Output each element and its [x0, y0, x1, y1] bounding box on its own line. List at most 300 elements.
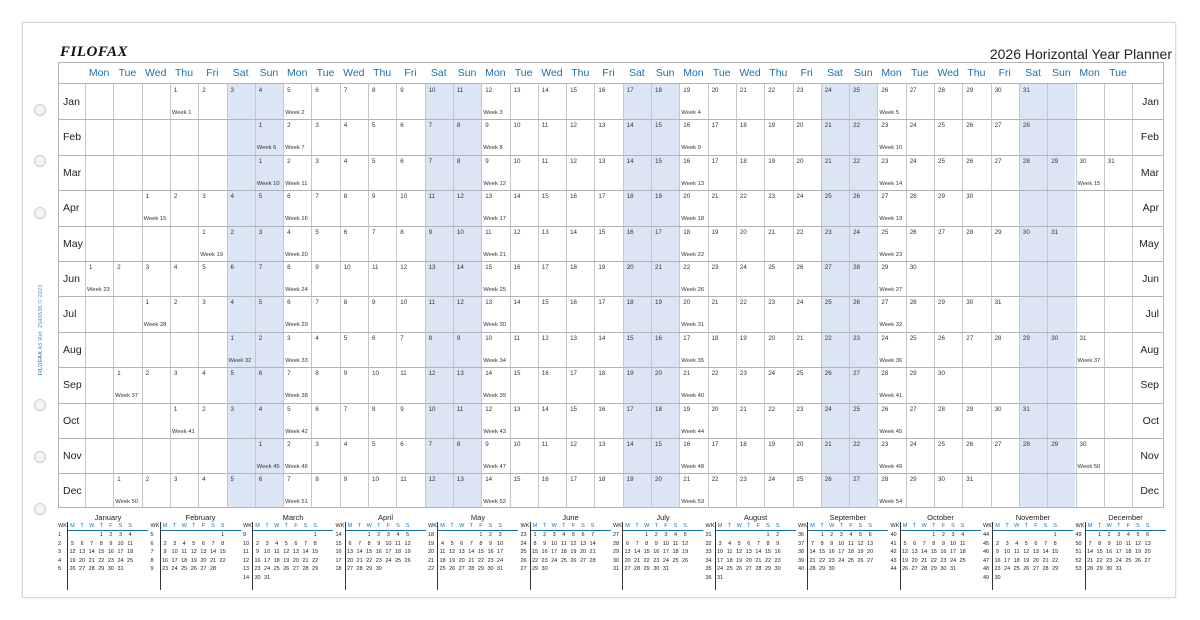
day-number: 6 [315, 405, 319, 413]
mini-day-number: 9 [163, 549, 167, 556]
day-number: 29 [938, 299, 945, 307]
mini-day-letter: T [1024, 523, 1028, 529]
mini-day-number: 24 [497, 557, 504, 564]
week-label: Week 10 [879, 145, 903, 152]
mini-day-number: 25 [726, 566, 733, 573]
mini-day-letter: T [747, 523, 751, 529]
day-number: 28 [853, 264, 860, 271]
mini-day-number: 14 [1086, 549, 1094, 556]
mini-day-letter: T [932, 523, 936, 529]
mini-day-number: 14 [88, 549, 95, 556]
mini-day-number: 26 [404, 557, 411, 564]
day-number: 26 [796, 264, 804, 271]
mini-header-underline [1086, 530, 1166, 531]
mini-day-number: 23 [487, 557, 494, 564]
mini-day-number: 29 [930, 566, 937, 573]
mini-day-number: 26 [283, 566, 290, 573]
day-number: 13 [485, 193, 493, 201]
mini-day-number: 23 [161, 566, 169, 573]
mini-day-number: 16 [828, 549, 835, 556]
mini-day-letter: S [405, 523, 410, 529]
weekday-header: Thu [571, 67, 590, 79]
week-label: Week 8 [483, 145, 503, 152]
mini-day-number: 3 [718, 540, 722, 547]
mini-day-number: 4 [396, 532, 400, 538]
day-number: 22 [853, 157, 860, 165]
mini-day-number: 1 [645, 532, 649, 538]
day-number: 29 [966, 87, 974, 94]
mini-week-number: 30 [613, 557, 620, 564]
mini-day-number: 26 [1134, 557, 1142, 564]
mini-day-number: 29 [764, 566, 772, 573]
day-number: 22 [853, 122, 860, 130]
day-number: 24 [768, 476, 776, 484]
mini-day-number: 16 [774, 549, 781, 556]
mini-week-number: 18 [428, 532, 435, 538]
mini-day-number: 24 [171, 566, 178, 573]
day-number: 14 [541, 87, 549, 94]
mini-day-number: 13 [579, 540, 587, 547]
day-number: 16 [683, 122, 691, 130]
weekday-header: Thu [174, 67, 194, 79]
mini-day-letter: F [1126, 523, 1131, 529]
day-number: 28 [994, 334, 1002, 342]
week-label: Week 22 [681, 251, 705, 258]
day-number: 11 [400, 370, 407, 378]
mini-day-number: 9 [995, 549, 1000, 556]
week-label: Week 53 [681, 499, 705, 506]
mini-day-number: 20 [1032, 557, 1039, 564]
mini-day-letter: T [635, 523, 639, 529]
weekday-header: Wed [541, 67, 563, 79]
mini-day-number: 15 [312, 549, 319, 556]
day-number: 14 [456, 264, 464, 271]
week-label: Week 29 [285, 322, 308, 329]
month-label-right: May [1139, 237, 1159, 250]
day-number: 15 [541, 193, 549, 201]
week-label: Week 34 [483, 357, 506, 364]
mini-header-underline [161, 530, 241, 531]
mini-day-letter: S [766, 523, 770, 529]
mini-day-number: 24 [1004, 566, 1011, 573]
month-row-divider [59, 438, 1163, 439]
mini-week-number: 9 [150, 566, 154, 573]
mini-day-letter: T [99, 523, 103, 529]
mini-day-number: 18 [959, 549, 966, 556]
day-number: 27 [824, 264, 832, 271]
mini-day-number: 18 [394, 549, 402, 556]
mini-day-letter: T [377, 523, 381, 529]
day-number: 25 [938, 441, 945, 448]
day-number: 13 [456, 370, 464, 378]
mini-day-letter: W [1014, 523, 1020, 529]
day-number: 15 [655, 122, 662, 130]
day-number: 2 [117, 264, 121, 271]
mini-wk-header: WK [520, 523, 530, 529]
mini-day-number: 13 [911, 549, 918, 556]
mini-day-number: 12 [857, 540, 864, 547]
mini-week-number: 47 [983, 557, 990, 564]
day-number: 16 [570, 299, 577, 307]
mini-day-number: 23 [541, 557, 548, 564]
week-label: Week 10 [256, 180, 280, 187]
week-label: Week 49 [879, 464, 903, 470]
mini-day-number: 4 [440, 540, 445, 547]
mini-calendar [58, 512, 148, 592]
mini-day-letter: S [220, 523, 225, 529]
week-label: Week 19 [200, 251, 223, 258]
day-number: 23 [881, 441, 889, 448]
mini-day-number: 25 [127, 557, 134, 564]
mini-calendar [706, 512, 796, 592]
day-number: 7 [372, 228, 376, 236]
month-row-divider [59, 119, 1163, 120]
weekday-header: Tue [1109, 67, 1127, 79]
mini-day-letter: S [128, 523, 132, 529]
day-number: 11 [541, 122, 549, 130]
mini-day-number: 9 [941, 540, 945, 547]
mini-week-number: 48 [983, 566, 990, 573]
mini-day-number: 1 [533, 532, 537, 538]
mini-day-number: 4 [182, 540, 186, 547]
mini-week-number: 21 [428, 557, 435, 564]
week-label: Week 52 [483, 499, 506, 506]
day-number: 21 [824, 157, 832, 165]
mini-week-number: 3 [58, 549, 62, 556]
mini-week-number: 49 [1075, 532, 1082, 538]
mini-day-number: 7 [591, 532, 595, 538]
day-number: 5 [287, 87, 291, 94]
weekday-header: Wed [145, 67, 167, 79]
mini-week-number: 14 [335, 532, 342, 538]
mini-week-number: 45 [983, 540, 990, 547]
mini-day-number: 29 [1096, 566, 1103, 573]
mini-day-letter: S [396, 523, 400, 529]
mini-month-title: September [829, 513, 867, 522]
month-label-right: Apr [1142, 202, 1159, 215]
day-number: 6 [258, 476, 263, 484]
day-number: 13 [485, 299, 493, 307]
side-reference: A5 Ref. 2548536 © 2023 [38, 284, 44, 350]
day-number: 1 [145, 299, 150, 307]
week-label: Week 36 [879, 357, 903, 364]
week-label: Week 9 [681, 145, 701, 152]
day-number: 4 [258, 405, 263, 413]
day-number: 12 [485, 405, 493, 413]
mini-day-letter: S [858, 523, 863, 529]
mini-day-number: 31 [949, 566, 957, 573]
day-number: 26 [966, 122, 974, 130]
month-label-left: Oct [63, 414, 80, 427]
mini-day-number: 6 [1146, 532, 1150, 538]
day-number: 22 [683, 264, 691, 271]
week-label: Week 37 [1077, 357, 1101, 364]
mini-day-number: 2 [776, 532, 780, 538]
day-number: 23 [711, 264, 719, 271]
mini-day-number: 10 [171, 549, 178, 556]
mini-day-letter: S [581, 523, 585, 529]
mini-day-number: 9 [776, 540, 780, 547]
mini-day-number: 16 [994, 557, 1001, 564]
week-label: Week 28 [143, 322, 167, 329]
mini-month-title: May [470, 513, 486, 522]
mini-day-letter: F [479, 523, 483, 529]
mini-week-number: 32 [705, 540, 712, 547]
mini-day-number: 28 [302, 566, 309, 573]
day-number: 8 [343, 299, 348, 307]
week-label: Week 44 [681, 428, 705, 435]
mini-header-underline [993, 530, 1073, 531]
weekday-header: Fri [602, 67, 615, 79]
mini-day-number: 19 [857, 549, 864, 556]
day-number: 13 [541, 228, 549, 236]
mini-day-number: 30 [541, 566, 548, 573]
mini-header-underline [253, 530, 333, 531]
mini-day-number: 22 [1096, 557, 1103, 564]
mini-day-number: 24 [662, 557, 669, 564]
weekday-header: Sun [853, 67, 873, 79]
mini-day-number: 24 [716, 566, 724, 573]
day-number: 2 [287, 441, 291, 448]
mini-day-number: 6 [581, 532, 585, 538]
mini-day-number: 25 [181, 566, 188, 573]
week-label: Week 43 [483, 428, 506, 435]
mini-day-letter: W [1106, 523, 1112, 529]
mini-day-number: 23 [1106, 557, 1113, 564]
month-label-left: Aug [63, 343, 82, 356]
day-number: 26 [824, 370, 832, 378]
day-number: 2 [258, 334, 263, 342]
mini-day-number: 21 [634, 557, 641, 564]
mini-day-number: 29 [366, 566, 373, 573]
mini-day-letter: T [1097, 523, 1102, 529]
mini-day-number: 16 [375, 549, 382, 556]
mini-day-number: 1 [221, 532, 225, 538]
mini-day-number: 24 [838, 557, 845, 564]
mini-day-number: 28 [1042, 566, 1049, 573]
mini-day-number: 21 [88, 557, 95, 564]
mini-week-number: 27 [520, 566, 527, 573]
mini-day-number: 21 [809, 557, 816, 564]
mini-day-number: 19 [1023, 557, 1030, 564]
mini-day-number: 20 [579, 549, 587, 556]
mini-day-number: 27 [1144, 557, 1151, 564]
day-number: 28 [1022, 441, 1030, 448]
mini-month-title: April [377, 513, 393, 522]
mini-day-number: 15 [643, 549, 650, 556]
day-number: 4 [230, 299, 234, 307]
mini-wk-header: WK [613, 523, 622, 529]
mini-day-number: 15 [98, 549, 105, 556]
day-number: 11 [485, 228, 492, 236]
mini-day-number: 15 [366, 549, 373, 556]
day-number: 5 [258, 193, 263, 201]
mini-day-number: 26 [682, 557, 689, 564]
day-number: 2 [287, 122, 291, 130]
day-number: 30 [1079, 441, 1087, 448]
day-number: 22 [711, 370, 719, 378]
mini-week-number: 34 [705, 557, 712, 564]
week-label: Week 32 [879, 322, 903, 329]
day-number: 1 [202, 228, 206, 236]
day-number: 24 [824, 87, 832, 94]
mini-day-number: 1 [932, 532, 936, 538]
day-number: 5 [372, 122, 376, 130]
mini-day-letter: F [756, 523, 761, 529]
mini-day-number: 18 [181, 557, 188, 564]
mini-day-number: 13 [867, 540, 874, 547]
mini-day-number: 22 [219, 557, 226, 564]
day-number: 18 [598, 476, 606, 484]
day-number: 16 [683, 441, 691, 448]
week-label: Week 45 [256, 464, 280, 470]
day-number: 6 [372, 334, 376, 342]
punch-hole [34, 503, 46, 515]
week-label: Week 47 [483, 464, 506, 470]
mini-day-number: 6 [460, 540, 464, 547]
day-number: 15 [513, 476, 521, 484]
day-number: 16 [541, 476, 549, 484]
mini-day-letter: S [1043, 523, 1048, 529]
weekday-header: Sun [655, 67, 675, 79]
day-number: 7 [428, 122, 433, 130]
mini-day-number: 5 [737, 540, 741, 547]
day-number: 19 [768, 441, 776, 448]
day-number: 4 [173, 264, 178, 271]
month-label-right: Aug [1140, 343, 1159, 356]
mini-day-number: 22 [764, 557, 772, 564]
day-number: 2 [202, 405, 206, 413]
mini-day-number: 20 [911, 557, 918, 564]
mini-day-number: 13 [1032, 549, 1039, 556]
day-number: 25 [824, 299, 832, 307]
day-number: 22 [739, 299, 747, 307]
mini-day-number: 28 [634, 566, 641, 573]
mini-day-letter: F [941, 523, 946, 529]
day-number: 27 [881, 299, 889, 307]
day-number: 18 [570, 264, 577, 271]
mini-day-number: 14 [356, 549, 363, 556]
day-number: 19 [768, 157, 776, 165]
day-number: 15 [655, 441, 662, 448]
day-number: 23 [853, 334, 860, 342]
mini-day-number: 20 [458, 557, 465, 564]
mini-week-number: 13 [243, 566, 250, 573]
mini-day-number: 7 [810, 540, 815, 547]
week-label: Week 26 [681, 287, 705, 293]
day-number: 18 [626, 299, 634, 307]
day-number: 21 [711, 193, 719, 201]
mini-day-number: 10 [838, 540, 845, 547]
day-number: 24 [881, 334, 889, 342]
mini-calendar [336, 512, 426, 592]
weekday-header: Thu [967, 67, 986, 79]
mini-month-title: March [282, 513, 304, 522]
mini-week-number: 36 [798, 532, 805, 538]
day-number: 9 [343, 370, 348, 378]
mini-day-letter: W [459, 523, 465, 529]
mini-day-number: 14 [468, 549, 475, 556]
day-number: 2 [230, 228, 234, 236]
mini-day-number: 9 [377, 540, 381, 547]
mini-day-number: 3 [664, 532, 668, 538]
mini-day-number: 25 [394, 557, 402, 564]
day-number: 6 [230, 264, 234, 271]
day-number: 10 [485, 334, 493, 342]
mini-day-number: 6 [201, 540, 205, 547]
day-number: 1 [89, 264, 93, 271]
mini-day-number: 25 [847, 557, 854, 564]
day-number: 23 [739, 370, 747, 378]
mini-day-letter: W [89, 523, 95, 529]
week-label: Week 4 [681, 110, 701, 116]
day-number: 5 [315, 228, 319, 236]
weekday-header: Sat [628, 67, 645, 79]
mini-calendar [151, 512, 241, 592]
day-number: 24 [796, 193, 804, 201]
mini-header-underline [438, 530, 518, 531]
mini-month-title: December [1108, 513, 1143, 522]
week-label: Week 33 [285, 357, 308, 364]
day-number: 15 [570, 87, 577, 94]
mini-day-number: 19 [901, 557, 909, 564]
mini-day-number: 15 [219, 549, 226, 556]
mini-day-number: 27 [200, 566, 207, 573]
day-number: 14 [513, 193, 521, 201]
mini-day-letter: S [313, 523, 317, 529]
day-number: 22 [739, 193, 747, 201]
mini-day-number: 6 [747, 540, 751, 547]
mini-day-letter: T [80, 523, 84, 529]
mini-day-number: 17 [1115, 549, 1122, 556]
mini-wk-header: WK [983, 523, 992, 529]
day-number: 4 [343, 122, 348, 130]
mini-week-number: 44 [890, 566, 897, 573]
day-number: 23 [739, 476, 747, 484]
mini-day-number: 28 [755, 566, 762, 573]
mini-day-number: 23 [653, 557, 660, 564]
day-number: 30 [1079, 157, 1087, 165]
day-number: 8 [400, 228, 404, 236]
day-number: 11 [400, 476, 407, 484]
day-number: 28 [881, 476, 889, 484]
mini-day-number: 28 [356, 566, 363, 573]
mini-calendars [58, 512, 1168, 592]
mini-day-letter: T [542, 523, 547, 529]
mini-day-number: 24 [949, 557, 957, 564]
day-number: 10 [343, 264, 351, 271]
day-number: 13 [598, 441, 606, 448]
mini-day-number: 8 [479, 540, 483, 547]
mini-day-number: 27 [1032, 566, 1039, 573]
week-label: Week 15 [143, 216, 167, 223]
mini-day-number: 14 [634, 549, 641, 556]
day-number: 14 [541, 405, 549, 413]
punch-hole [34, 399, 46, 411]
week-label: Week 25 [483, 287, 506, 293]
day-number: 18 [711, 334, 719, 342]
mini-day-letter: T [562, 523, 566, 529]
day-number: 25 [824, 193, 832, 201]
day-number: 28 [881, 370, 889, 378]
mini-day-number: 31 [1115, 566, 1122, 573]
day-number: 25 [938, 122, 945, 130]
day-number: 19 [598, 264, 606, 271]
day-number: 2 [202, 87, 206, 94]
mini-week-number: 5 [58, 566, 62, 573]
mini-calendar [891, 512, 981, 592]
mini-week-number: 37 [798, 540, 805, 547]
